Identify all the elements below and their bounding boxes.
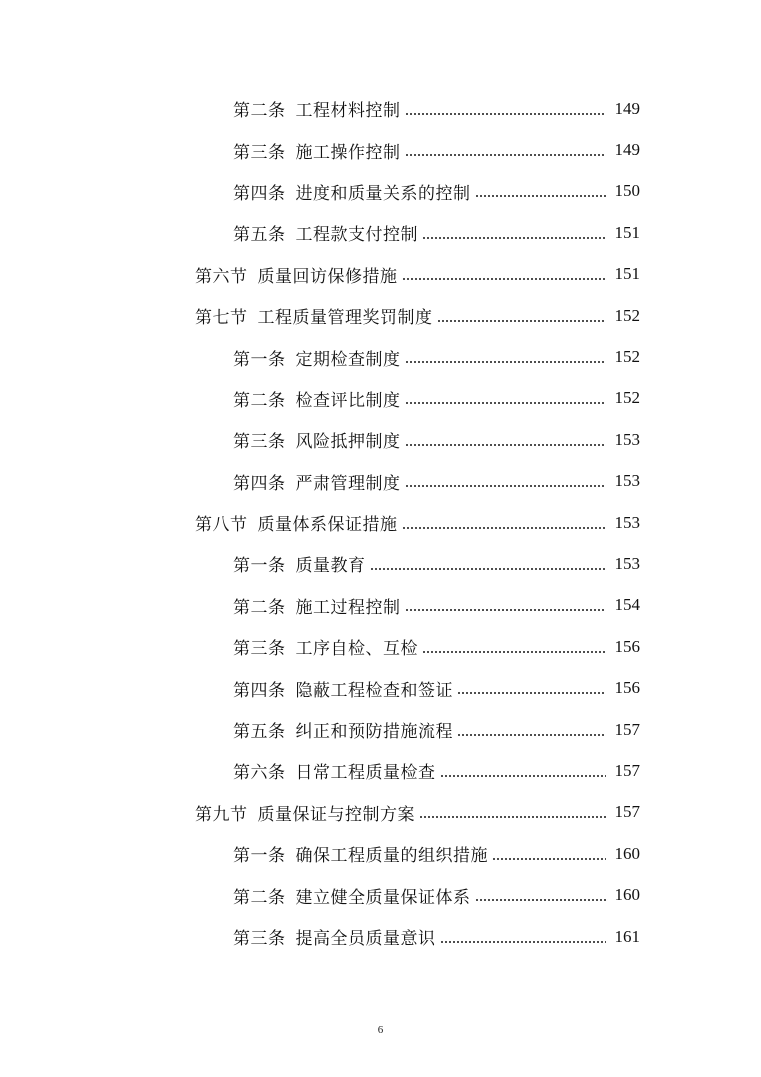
toc-dot-leader	[405, 607, 607, 613]
toc-dot-leader	[402, 276, 607, 282]
toc-entry-page: 153	[614, 471, 640, 491]
toc-entry-number: 第五条	[233, 722, 286, 743]
toc-entry-page: 156	[614, 636, 640, 656]
toc-entry-page: 152	[614, 347, 640, 367]
toc-entry-page: 152	[614, 388, 640, 408]
toc-entry-page: 151	[614, 264, 640, 284]
toc-article-entry[interactable]	[0, 378, 761, 419]
toc-section-entry[interactable]	[0, 295, 761, 336]
toc-article-entry[interactable]	[0, 129, 761, 170]
toc-entry-number: 第八节	[195, 515, 248, 536]
toc-entry-title: 质量保证与控制方案	[257, 804, 415, 825]
toc-article-entry[interactable]	[0, 419, 761, 460]
toc-entry-page: 153	[614, 512, 640, 532]
toc-entry-page: 157	[614, 760, 640, 780]
toc-entry-title: 质量教育	[295, 556, 366, 577]
toc-entry-number: 第六节	[195, 266, 248, 287]
toc-entry-number: 第九节	[195, 804, 248, 825]
toc-dot-leader	[405, 483, 607, 489]
toc-dot-leader	[440, 939, 607, 945]
toc-entry-number: 第二条	[233, 101, 286, 122]
toc-entry-title: 检查评比制度	[295, 390, 401, 411]
toc-entry-page: 152	[614, 305, 640, 325]
toc-dot-leader	[370, 566, 607, 572]
toc-dot-leader	[492, 856, 606, 862]
toc-dot-leader	[419, 814, 606, 820]
toc-entry-title: 施工操作控制	[295, 142, 401, 163]
toc-entry-number: 第七节	[195, 308, 248, 329]
toc-dot-leader	[475, 897, 607, 903]
toc-entry-title: 隐蔽工程检查和签证	[295, 680, 453, 701]
toc-entry-number: 第三条	[233, 929, 286, 949]
toc-entry-title: 工程款支付控制	[295, 225, 418, 246]
toc-dot-leader	[457, 690, 606, 696]
toc-entry-page: 157	[614, 719, 640, 739]
toc-dot-leader	[405, 359, 607, 365]
toc-entry-title: 定期检查制度	[295, 349, 401, 370]
toc-dot-leader	[422, 649, 606, 655]
toc-entry-title: 工程材料控制	[295, 101, 401, 122]
toc-entry-title: 严肃管理制度	[295, 473, 401, 494]
toc-entry-number: 第一条	[233, 349, 286, 370]
toc-entry-title: 风险抵押制度	[295, 432, 401, 453]
toc-article-entry[interactable]	[0, 916, 761, 957]
toc-entry-number: 第三条	[233, 432, 286, 453]
toc-entry-number: 第四条	[233, 473, 286, 494]
toc-entry-number: 第三条	[233, 639, 286, 660]
toc-article-entry[interactable]	[0, 833, 761, 874]
toc-dot-leader	[405, 111, 607, 117]
toc-entry-number: 第二条	[233, 887, 286, 908]
toc-entry-number: 第一条	[233, 846, 286, 867]
toc-entry-title: 进度和质量关系的控制	[295, 183, 471, 204]
toc-entry-title: 日常工程质量检查	[295, 763, 436, 784]
toc-entry-title: 建立健全质量保证体系	[295, 887, 471, 908]
toc-article-entry[interactable]	[0, 212, 761, 253]
toc-dot-leader	[457, 732, 606, 738]
toc-entry-title: 施工过程控制	[295, 597, 401, 618]
toc-dot-leader	[405, 400, 607, 406]
toc-entry-number: 第二条	[233, 597, 286, 618]
toc-entry-number: 第五条	[233, 225, 286, 246]
toc-article-entry[interactable]	[0, 171, 761, 212]
page-number: 6	[377, 1024, 384, 1036]
toc-dot-leader	[405, 442, 607, 448]
toc-entry-page: 156	[614, 678, 640, 698]
toc-entry-page: 153	[614, 429, 640, 449]
toc-article-entry[interactable]	[0, 543, 761, 584]
toc-entry-title: 确保工程质量的组织措施	[295, 846, 488, 867]
toc-article-entry[interactable]	[0, 874, 761, 915]
toc-entry-page: 151	[614, 222, 640, 242]
table-of-contents	[0, 88, 761, 957]
toc-entry-page: 160	[614, 843, 640, 863]
toc-entry-page: 153	[614, 553, 640, 573]
toc-entry-number: 第二条	[233, 390, 286, 411]
toc-article-entry[interactable]	[0, 709, 761, 750]
toc-article-entry[interactable]	[0, 750, 761, 791]
toc-entry-title: 工程质量管理奖罚制度	[257, 308, 433, 329]
toc-section-entry[interactable]	[0, 792, 761, 833]
toc-entry-title: 质量回访保修措施	[257, 266, 398, 287]
toc-entry-title: 提高全员质量意识	[295, 929, 436, 949]
toc-dot-leader	[475, 193, 607, 199]
toc-entry-number: 第四条	[233, 680, 286, 701]
toc-article-entry[interactable]	[0, 626, 761, 667]
toc-dot-leader	[402, 525, 607, 531]
toc-entry-page: 157	[614, 802, 640, 822]
toc-dot-leader	[405, 152, 607, 158]
toc-article-entry[interactable]	[0, 667, 761, 708]
toc-entry-number: 第三条	[233, 142, 286, 163]
toc-entry-title: 质量体系保证措施	[257, 515, 398, 536]
toc-article-entry[interactable]	[0, 88, 761, 129]
toc-dot-leader	[422, 235, 606, 241]
toc-entry-number: 第六条	[233, 763, 286, 784]
toc-entry-page: 161	[614, 926, 640, 946]
toc-dot-leader	[440, 773, 607, 779]
toc-article-entry[interactable]	[0, 461, 761, 502]
toc-section-entry[interactable]	[0, 254, 761, 295]
toc-article-entry[interactable]	[0, 585, 761, 626]
toc-entry-title: 纠正和预防措施流程	[295, 722, 453, 743]
toc-entry-title: 工序自检、互检	[295, 639, 418, 660]
toc-section-entry[interactable]	[0, 502, 761, 543]
toc-article-entry[interactable]	[0, 336, 761, 377]
toc-entry-page: 150	[614, 181, 640, 201]
toc-entry-page: 149	[614, 140, 640, 160]
toc-entry-page: 154	[614, 595, 640, 615]
toc-dot-leader	[437, 318, 607, 324]
toc-entry-number: 第四条	[233, 183, 286, 204]
toc-entry-number: 第一条	[233, 556, 286, 577]
toc-entry-page: 149	[614, 98, 640, 118]
toc-entry-page: 160	[614, 885, 640, 905]
